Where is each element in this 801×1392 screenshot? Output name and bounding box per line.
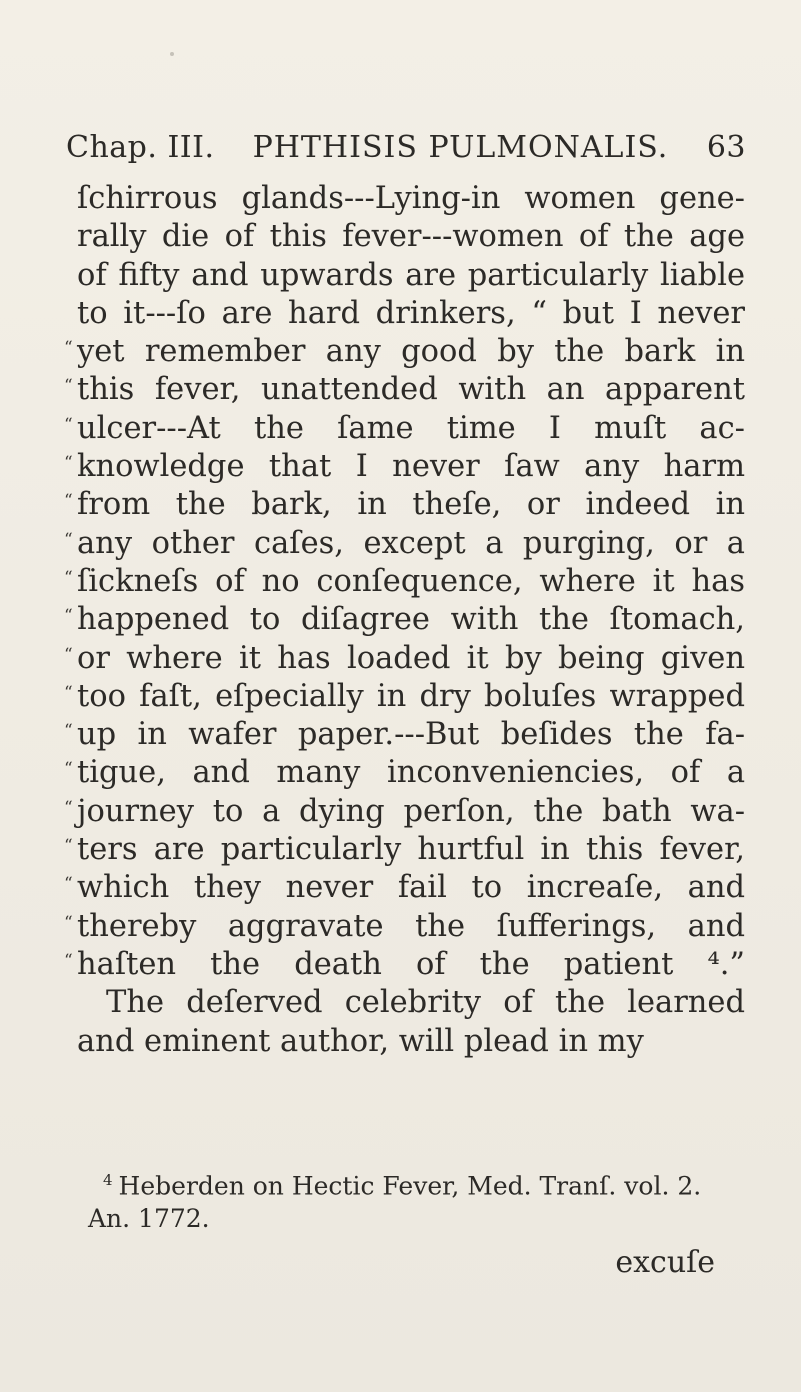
text-line [77, 1023, 745, 1061]
quote-mark: “ [64, 682, 73, 703]
line-text: ters are particularly hurtful in this fever, [77, 832, 745, 868]
footnote-mark: 4 [103, 1171, 113, 1189]
text-line [64, 793, 745, 831]
text-line [77, 218, 745, 256]
text-line [64, 448, 745, 486]
text-line [64, 486, 745, 524]
quote-mark: “ [64, 376, 73, 397]
footnote-line-1 [66, 1164, 746, 1202]
body-text [64, 180, 745, 1061]
paper-speck [170, 52, 174, 56]
line-text: ulcer---At the ſame time I muſt ac- [77, 410, 745, 446]
quote-mark: “ [64, 567, 73, 588]
line-text: ſchirrous glands---Lying-in women gene- [77, 181, 745, 216]
text-line [64, 525, 745, 563]
quote-mark: “ [64, 338, 73, 359]
line-text: yet remember any good by the bark in [77, 334, 745, 370]
quote-mark: “ [64, 491, 73, 512]
running-title: PHTHISIS PULMONALIS. [252, 130, 669, 165]
text-line [64, 563, 745, 601]
line-text: rally die of this fever---women of the age [77, 219, 745, 255]
line-text: happened to diſagree with the ſtomach, [77, 602, 745, 638]
running-header [66, 128, 746, 168]
text-line [64, 333, 745, 371]
text-line [77, 257, 745, 295]
line-text: journey to a dying perſon, the bath wa- [77, 793, 745, 829]
line-text: too faſt, eſpecially in dry boluſes wrapped [77, 678, 745, 714]
line-text: up in wafer paper.---But beſides the fa- [77, 717, 745, 753]
quote-mark: “ [64, 759, 73, 780]
text-line [64, 410, 745, 448]
quote-mark: “ [64, 453, 73, 474]
line-text: this fever, unattended with an apparent [77, 372, 745, 408]
line-text: to it---ſo are hard drinkers, “ but I never [77, 295, 745, 331]
page-number: 63 [706, 130, 746, 165]
text-line [64, 754, 745, 792]
text-line [64, 716, 745, 754]
quote-mark: “ [64, 414, 73, 435]
line-text: from the bark, in theſe, or indeed in [77, 487, 745, 523]
quote-mark: “ [64, 836, 73, 857]
text-line [64, 869, 745, 907]
line-text: and eminent author, will plead in my [77, 1023, 644, 1059]
text-line [64, 831, 745, 869]
text-line [64, 640, 745, 678]
quote-mark: “ [64, 797, 73, 818]
footnote-text-1: Heberden on Hectic Fever, Med. Tranſ. vol. 2. [118, 1171, 702, 1201]
text-line [64, 371, 745, 409]
text-line [77, 984, 745, 1022]
quote-mark: “ [64, 874, 73, 895]
line-text: The deſerved celebrity of the learned [106, 985, 745, 1021]
line-text: knowledge that I never ſaw any harm [77, 449, 745, 485]
text-line [64, 908, 745, 946]
line-text: which they never fail to increaſe, and [77, 870, 745, 906]
line-text: any other caſes, except a purging, or a [77, 525, 745, 561]
footnote-line-2: An. 1772. [88, 1204, 210, 1234]
quote-mark: “ [64, 529, 73, 550]
text-line [64, 601, 745, 639]
text-line [64, 946, 745, 984]
line-text: or where it has loaded it by being given [77, 640, 745, 676]
quote-mark: “ [64, 606, 73, 627]
line-text: thereby aggravate the ſufferings, and [77, 908, 745, 944]
text-line [77, 295, 745, 333]
text-line [77, 180, 745, 218]
line-text: ſickneſs of no conſequence, where it has [77, 563, 745, 599]
quote-mark: “ [64, 950, 73, 971]
quote-mark: “ [64, 721, 73, 742]
text-line [64, 678, 745, 716]
chapter-label: Chap. III. [66, 130, 215, 165]
footnote [66, 1164, 746, 1235]
line-text: tigue, and many inconveniencies, of a [77, 755, 745, 791]
catchword: excuſe [615, 1245, 715, 1280]
line-text: haſten the death of the patient ⁴.” [77, 946, 745, 982]
quote-mark: “ [64, 912, 73, 933]
line-text: of fifty and upwards are particularly liable [77, 257, 745, 293]
quote-mark: “ [64, 644, 73, 665]
